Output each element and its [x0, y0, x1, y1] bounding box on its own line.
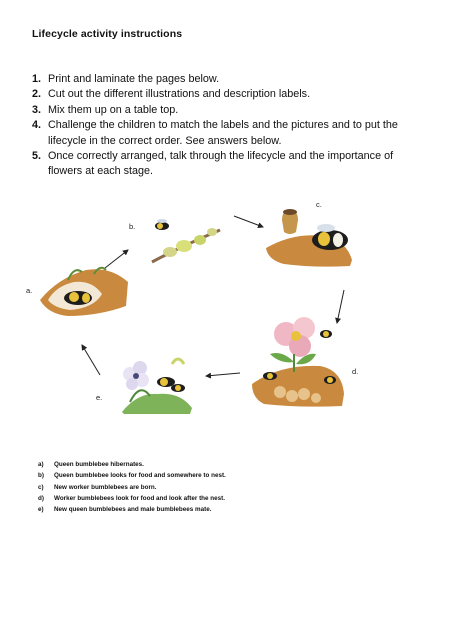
- label-key: a): [38, 461, 44, 468]
- stage-letter-e: e.: [96, 393, 103, 402]
- stage-letter-a: a.: [26, 286, 33, 295]
- step-number: 3.: [32, 103, 42, 116]
- description-labels: [38, 459, 226, 515]
- label-text: New worker bumblebees are born.: [54, 483, 157, 491]
- label-text: Queen bumblebee looks for food and somewhere to nest.: [54, 472, 226, 480]
- step-text: Challenge the children to match the labels and the pictures and to put the lifecycle in the correct order. See answers below.: [48, 119, 398, 147]
- hibernating-queen-illustration: [38, 260, 130, 322]
- mating-bees-illustration: [114, 352, 194, 414]
- description-label: [38, 459, 226, 470]
- step-number: 5.: [32, 150, 42, 163]
- queen-on-catkins-illustration: [148, 218, 224, 266]
- description-label: [38, 470, 226, 481]
- arrow-b-to-c: [234, 216, 263, 227]
- step-text: Print and laminate the pages below.: [48, 73, 220, 85]
- description-label: [38, 493, 226, 504]
- step-text: Mix them up on a table top.: [48, 103, 179, 116]
- arrow-e-to-a: [82, 345, 100, 375]
- stage-letter-d: d.: [352, 367, 359, 376]
- page-title: Lifecycle activity instructions: [32, 28, 183, 40]
- label-key: b): [38, 472, 44, 480]
- step-number: 1.: [32, 73, 42, 85]
- step-number: 2.: [32, 88, 42, 101]
- label-key: c): [38, 483, 44, 491]
- stage-letter-b: b.: [129, 222, 136, 231]
- stage-letter-c: c.: [316, 200, 322, 209]
- label-key: e): [38, 506, 44, 514]
- description-label: [38, 504, 226, 515]
- description-label: [38, 482, 226, 493]
- queen-with-honey-pot-illustration: [264, 208, 354, 268]
- label-text: Queen bumblebee hibernates.: [54, 461, 144, 468]
- label-text: New queen bumblebees and male bumblebees mate.: [54, 506, 212, 514]
- nest-with-flower-illustration: [250, 314, 346, 408]
- step-text: Cut out the different illustrations and description labels.: [48, 88, 311, 101]
- step-number: 4.: [32, 119, 42, 132]
- step-text: Once correctly arranged, talk through the lifecycle and the importance of flowers at each stage.: [48, 150, 394, 178]
- arrow-d-to-e: [206, 373, 240, 376]
- label-key: d): [38, 494, 44, 502]
- label-text: Worker bumblebees look for food and look after the nest.: [54, 494, 225, 502]
